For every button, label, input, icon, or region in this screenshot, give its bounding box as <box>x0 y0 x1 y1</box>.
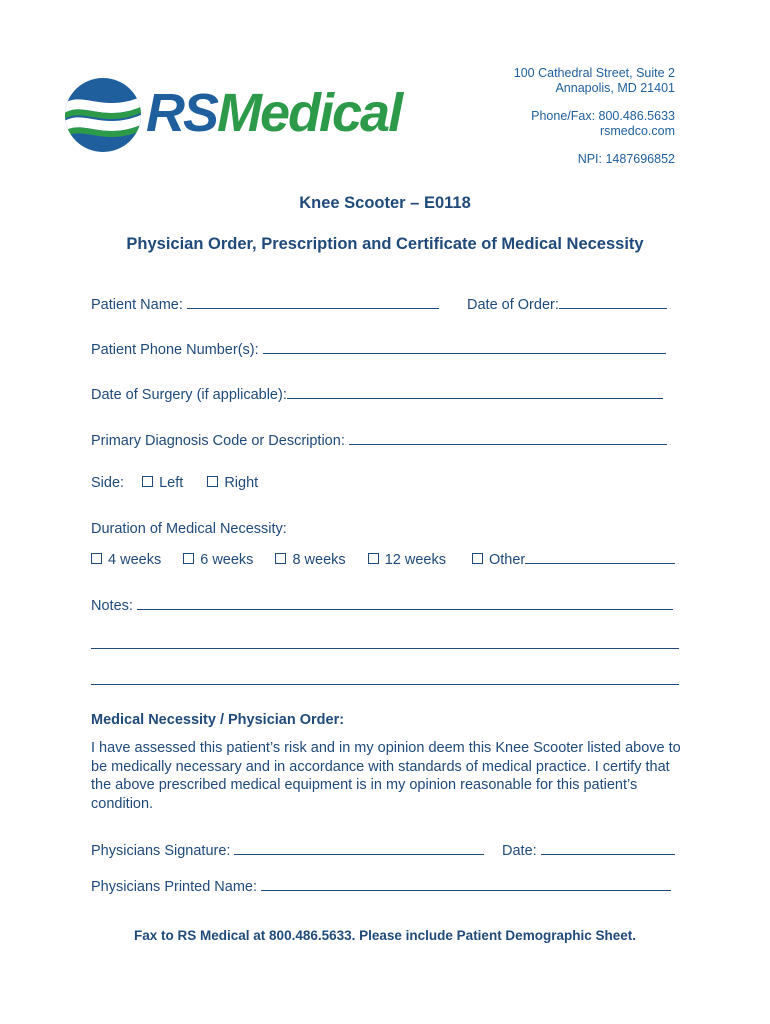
duration-12-weeks-option[interactable] <box>368 552 446 568</box>
rs-medical-logo <box>63 74 423 156</box>
patient-name-row <box>91 294 439 313</box>
signature-label: Physicians Signature: <box>91 843 231 859</box>
logo-medical-text: Medical <box>217 83 402 143</box>
notes-field-line-2[interactable] <box>91 648 679 649</box>
fax-instructions: Fax to RS Medical at 800.486.5633. Please include Patient Demographic Sheet. <box>134 928 636 943</box>
duration-other-checkbox[interactable] <box>472 553 483 564</box>
duration-other-field[interactable] <box>525 549 675 564</box>
necessity-paragraph: I have assessed this patient’s risk and in my opinion deem this Knee Scooter listed above to be medically necessary and in accordance with standards of medical practice. I certify that the above prescribed medical equipment is in my opinion reasonable for this patient’s condition. <box>91 740 681 812</box>
duration-options <box>91 549 675 568</box>
date-of-surgery-row <box>91 384 663 403</box>
duration-8-weeks-checkbox[interactable] <box>275 553 286 564</box>
patient-phone-label: Patient Phone Number(s): <box>91 342 259 358</box>
date-of-order-label: Date of Order: <box>467 297 559 313</box>
date-of-order-field[interactable] <box>559 294 667 309</box>
patient-name-label: Patient Name: <box>91 297 183 313</box>
side-right-option[interactable] <box>207 475 258 491</box>
duration-12-weeks-checkbox[interactable] <box>368 553 379 564</box>
signature-row <box>91 840 484 859</box>
address-street: 100 Cathedral Street, Suite 2 <box>513 66 675 80</box>
duration-8-weeks-label: 8 weeks <box>292 552 346 568</box>
logo-wordmark <box>146 78 401 148</box>
form-title: Physician Order, Prescription and Certificate of Medical Necessity <box>126 235 644 253</box>
side-row <box>91 475 258 491</box>
duration-4-weeks-option[interactable] <box>91 552 161 568</box>
diagnosis-field[interactable] <box>349 430 667 445</box>
side-label: Side: <box>91 475 125 491</box>
duration-other-label: Other <box>489 552 526 568</box>
duration-label: Duration of Medical Necessity: <box>91 521 287 537</box>
address-phone: Phone/Fax: 800.486.5633 <box>531 109 675 123</box>
diagnosis-label: Primary Diagnosis Code or Description: <box>91 433 345 449</box>
side-left-label: Left <box>159 475 184 491</box>
duration-12-weeks-label: 12 weeks <box>384 552 446 568</box>
signature-date-row <box>502 840 675 859</box>
notes-field-line-3[interactable] <box>91 684 679 685</box>
duration-4-weeks-checkbox[interactable] <box>91 553 102 564</box>
notes-label: Notes: <box>91 598 133 614</box>
signature-date-label: Date: <box>502 843 537 859</box>
duration-8-weeks-option[interactable] <box>275 552 345 568</box>
address-website[interactable]: rsmedco.com <box>599 124 675 138</box>
logo-rs-text: RS <box>146 83 218 143</box>
side-right-checkbox[interactable] <box>207 476 218 487</box>
date-of-surgery-label: Date of Surgery (if applicable): <box>91 387 287 403</box>
duration-6-weeks-label: 6 weeks <box>200 552 254 568</box>
side-left-checkbox[interactable] <box>142 476 153 487</box>
duration-6-weeks-option[interactable] <box>183 552 253 568</box>
date-of-order-row <box>467 294 667 313</box>
patient-phone-field[interactable] <box>263 339 666 354</box>
address-block <box>514 66 675 167</box>
printed-name-field[interactable] <box>261 876 671 891</box>
notes-row <box>91 595 673 614</box>
duration-4-weeks-label: 4 weeks <box>108 552 162 568</box>
address-city: Annapolis, MD 21401 <box>555 81 675 95</box>
duration-other-option[interactable] <box>472 549 675 568</box>
side-right-label: Right <box>224 475 259 491</box>
wave-globe-icon <box>63 74 143 156</box>
duration-6-weeks-checkbox[interactable] <box>183 553 194 564</box>
product-title: Knee Scooter – E0118 <box>299 194 471 212</box>
patient-name-field[interactable] <box>187 294 439 309</box>
patient-phone-row <box>91 339 666 358</box>
signature-field[interactable] <box>234 840 484 855</box>
notes-field-line-1[interactable] <box>137 595 673 610</box>
printed-name-row <box>91 876 671 895</box>
diagnosis-row <box>91 430 667 449</box>
date-of-surgery-field[interactable] <box>287 384 663 399</box>
necessity-heading: Medical Necessity / Physician Order: <box>91 712 345 728</box>
signature-date-field[interactable] <box>541 840 675 855</box>
address-npi: NPI: 1487696852 <box>577 152 675 166</box>
printed-name-label: Physicians Printed Name: <box>91 879 258 895</box>
side-left-option[interactable] <box>142 475 183 491</box>
